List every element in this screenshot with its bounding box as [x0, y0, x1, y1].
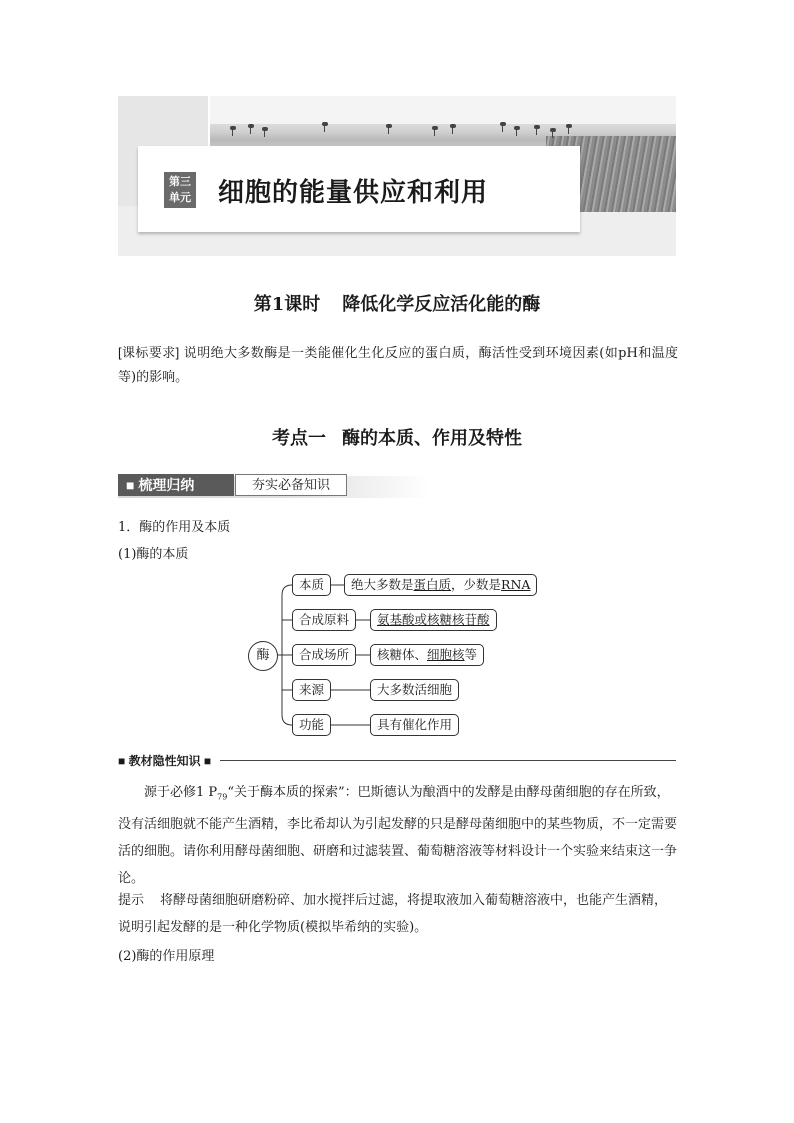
hidden-knowledge-header	[118, 752, 678, 768]
diagram-label-nature: 本质	[292, 574, 331, 596]
diagram-value-function: 具有催化作用	[370, 714, 459, 736]
hint-paragraph	[118, 887, 678, 941]
lesson-number: 第1课时	[253, 294, 321, 315]
unit-badge-line2: 单元	[169, 192, 191, 204]
tab-light-label: 夯实必备知识	[235, 474, 347, 496]
section-name: 酶的本质、作用及特性	[342, 428, 522, 449]
divider	[220, 760, 676, 761]
source-question	[118, 779, 678, 892]
diagram-label-synthesis-site: 合成场所	[292, 644, 356, 666]
source-page: 79	[217, 792, 228, 802]
diagram-label-function: 功能	[292, 714, 331, 736]
lesson-title	[0, 290, 794, 316]
diagram-label-raw-material: 合成原料	[292, 609, 356, 631]
heading-enzyme-nature: (1)酶的本质	[118, 547, 189, 562]
review-tab	[118, 474, 430, 498]
unit-banner	[118, 96, 676, 256]
diagram-value-synthesis-site: 核糖体、细胞核等	[370, 644, 484, 666]
tab-dark-label: ■ 梳理归纳	[118, 474, 234, 496]
diagram-label-source: 来源	[292, 679, 331, 701]
curriculum-requirement	[118, 341, 678, 390]
question-text: “关于酶本质的探索”：巴斯德认为酿酒中的发酵是由酵母菌细胞的存在所致，没有活细胞就不能产生酒精，李比希却认为引起发酵的只是酵母菌细胞中的某些物质，不一定需要活的细胞。请你利用酵母菌细胞、研磨和过滤装置、葡萄糖溶液等材料设计一个实验来结束这一争论。	[118, 785, 678, 886]
lesson-name: 降低化学反应活化能的酶	[342, 294, 541, 315]
curriculum-tag: [课标要求]	[118, 345, 180, 360]
heading-enzyme-function: 1．酶的作用及本质	[118, 520, 231, 535]
enzyme-concept-diagram	[246, 568, 546, 738]
source-ref: 源于必修1 P	[144, 785, 218, 800]
diagram-value-nature: 绝大多数是蛋白质，少数是RNA	[344, 574, 537, 596]
diagram-value-source: 大多数活细胞	[370, 679, 459, 701]
hint-text: 将酵母菌细胞研磨粉碎、加水搅拌后过滤，将提取液加入葡萄糖溶液中，也能产生酒精，说明引起发酵的是一种化学物质(模拟毕希纳的实验)。	[118, 893, 668, 935]
section-title	[0, 424, 794, 450]
diagram-root-enzyme: 酶	[248, 641, 278, 671]
unit-badge-line1: 第三	[169, 176, 191, 188]
hint-label: 提示	[118, 893, 145, 908]
curriculum-text: 说明绝大多数酶是一类能催化生化反应的蛋白质，酶活性受到环境因素(如pH和温度等)的影响。	[118, 346, 679, 385]
heading-enzyme-principle: (2)酶的作用原理	[118, 949, 215, 964]
diagram-value-raw-material: 氨基酸或核糖核苷酸	[370, 609, 497, 631]
section-number: 考点一	[272, 428, 326, 449]
unit-title: 细胞的能量供应和利用	[218, 177, 489, 207]
unit-badge	[164, 172, 196, 208]
hidden-knowledge-label: ■ 教材隐性知识 ■	[118, 754, 212, 768]
